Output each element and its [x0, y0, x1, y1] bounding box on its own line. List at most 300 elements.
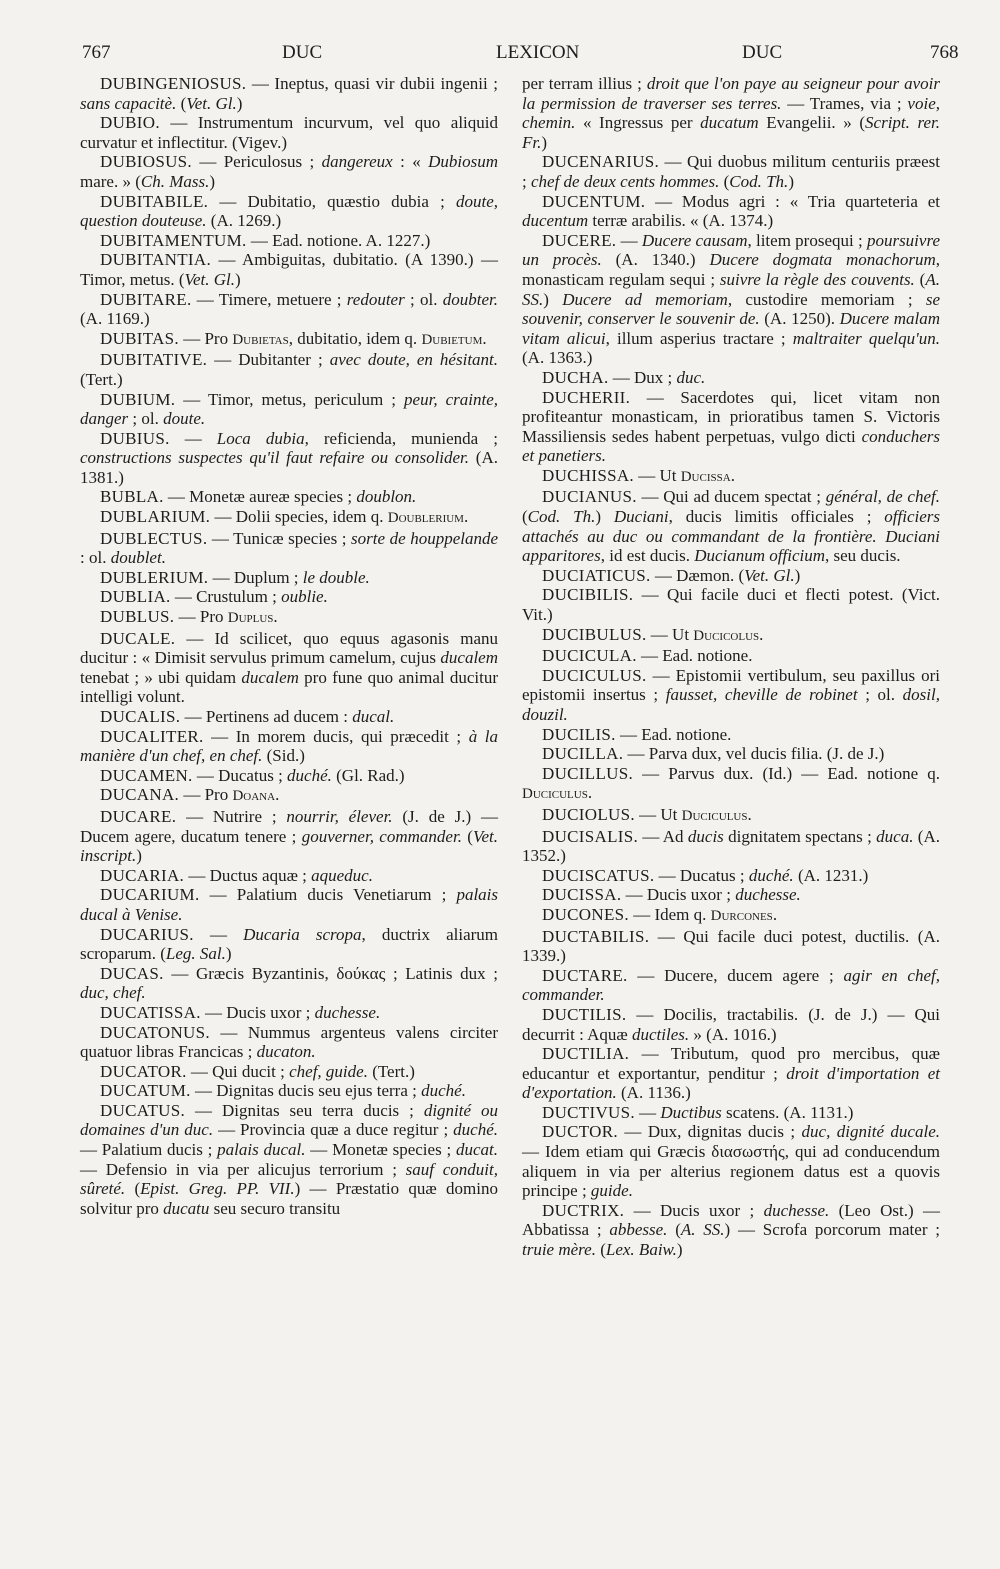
entry-text: — — [193, 924, 244, 944]
entry-gloss-italic: Ducere ad memoriam — [562, 289, 728, 309]
entry-gloss-italic: Loca dubia — [216, 428, 305, 448]
entry-headword: DUCICULA. — [542, 646, 637, 666]
left-page-number: 767 — [82, 42, 111, 63]
entry-gloss-italic: constructions suspectes qu'il faut refaire ou consolider. — [80, 448, 470, 468]
entry-text: . — [463, 507, 469, 527]
left-column — [80, 74, 498, 1218]
entry-headword: DUCONES. — [542, 904, 629, 924]
entry-gloss-italic: chef de deux cents hommes. — [530, 171, 720, 191]
dictionary-entry — [80, 231, 498, 251]
entry-text: — Qui ad ducem spectat ; — [636, 487, 826, 507]
entry-text: (Tert.) — [367, 1061, 415, 1081]
entry-gloss-italic: A. SS. — [522, 269, 940, 309]
entry-gloss-italic: agir en chef, commander. — [522, 965, 940, 1005]
dictionary-entry — [80, 1062, 498, 1082]
entry-text: — Idem etiam qui Græcis διασωστής, qui ad conducendum aliquem in via per alterius regionem datus est a quovis principe ; — [522, 1142, 940, 1201]
entry-headword: DUCALITER. — [100, 726, 204, 746]
dictionary-entry — [522, 1005, 940, 1044]
dictionary-entry — [80, 866, 498, 886]
entry-text: ( — [719, 171, 730, 191]
entry-crossref: Dubietas — [232, 331, 289, 348]
entry-headword: DUCAMEN. — [100, 765, 193, 785]
entry-headword: DUCTOR. — [542, 1122, 618, 1142]
entry-text: — Dignitas seu terra ducis ; — [185, 1100, 424, 1120]
dictionary-entry — [80, 766, 498, 786]
entry-headword: DUBINGENIOSUS. — [100, 74, 247, 93]
entry-gloss-italic: dangereux — [321, 152, 393, 172]
entry-text: (A. 1136.) — [616, 1083, 691, 1103]
entry-text: . — [747, 804, 752, 824]
dictionary-entry — [522, 744, 940, 764]
dictionary-entry — [80, 329, 498, 351]
entry-text: ) — [794, 565, 801, 585]
dictionary-entry — [80, 568, 498, 588]
dictionary-entry — [80, 1081, 498, 1101]
entry-text: , ductrix aliarum scroparum. ( — [80, 924, 499, 964]
dictionary-entry — [80, 74, 498, 113]
dictionary-entry — [522, 966, 940, 1005]
entry-text: ) — Præstatio quæ domino solvitur pro — [80, 1179, 498, 1218]
entry-text: per terram illius ; — [522, 74, 647, 93]
entry-gloss-italic: duc. — [676, 367, 706, 387]
dictionary-entry — [522, 487, 940, 565]
dictionary-entry — [80, 507, 498, 529]
entry-gloss-italic: aqueduc. — [311, 865, 373, 885]
dictionary-entry — [80, 727, 498, 766]
dictionary-entry — [522, 725, 940, 745]
entry-text: . — [273, 607, 278, 627]
dictionary-entry — [522, 927, 940, 966]
entry-headword: DUCHISSA. — [542, 465, 634, 485]
entry-gloss-italic: abbesse. — [609, 1220, 668, 1240]
entry-headword: DUBIUM. — [100, 389, 176, 409]
entry-headword: DUCTARE. — [542, 965, 628, 985]
entry-text: — Tunicæ species ; — [207, 528, 352, 548]
dictionary-entry — [522, 585, 940, 624]
entry-text: — Ineptus, quasi vir dubii ingenii ; — [246, 74, 498, 93]
entry-headword: DUCILLA. — [542, 744, 624, 764]
entry-gloss-italic: duchesse. — [763, 1200, 830, 1220]
entry-headword: DUCENARIUS. — [542, 152, 660, 172]
entry-text: (A. 1250). — [759, 309, 840, 329]
entry-text: — In morem ducis, qui præcedit ; — [203, 726, 469, 746]
entry-headword: DUCTILIA. — [542, 1044, 630, 1064]
dictionary-entry — [80, 629, 498, 707]
entry-text: — Nutrire ; — [176, 806, 287, 826]
entry-headword: DUCTABILIS. — [542, 926, 650, 946]
entry-gloss-italic: à la manière d'un chef, en chef. — [80, 726, 498, 766]
entry-text: — Epistomii vertibulum, seu paxillus ori epistomii insertus ; — [522, 665, 940, 705]
entry-text: — Instrumentum incurvum, vel quo aliquid curvatur et inflectitur. (Vigev.) — [80, 113, 498, 152]
center-title: LEXICON — [496, 42, 580, 63]
entry-text: — Trames, via ; — [781, 93, 908, 113]
entry-text: ) — [236, 93, 243, 113]
entry-text: ) — [541, 132, 548, 152]
entry-text: , seu ducis. — [825, 546, 901, 566]
entry-text: — Qui facile duci potest, ductilis. (A. 1339.) — [522, 926, 940, 966]
entry-gloss-italic: Duciani — [613, 507, 669, 527]
entry-headword: DUBLUS. — [100, 607, 175, 627]
entry-gloss-italic: duchesse. — [314, 1002, 381, 1022]
dictionary-entry — [80, 1023, 498, 1062]
entry-text: . — [759, 624, 764, 644]
entry-gloss-italic: Vet. Gl. — [184, 269, 236, 289]
entry-text: — Dux, dignitas ducis ; — [617, 1122, 802, 1142]
entry-headword: DUCALE. — [100, 628, 176, 648]
dictionary-entry — [522, 152, 940, 191]
entry-text: — Palatium ducis Venetiarum ; — [199, 885, 457, 905]
dictionary-entry — [80, 350, 498, 389]
entry-gloss-italic: ducatum — [700, 113, 759, 133]
entry-text: (A. 1340.) — [601, 250, 710, 270]
entry-headword: DUCAS. — [100, 963, 164, 983]
entry-text: — Id scilicet, quo equus agasonis manu ducitur : « Dimisit servulus primum camelum, cujus — [80, 628, 498, 668]
entry-gloss-italic: fausset, cheville de robinet — [665, 685, 858, 705]
entry-headword: DUBLIA. — [100, 587, 171, 607]
entry-crossref: Durcones — [710, 907, 773, 924]
entry-text: — Ambiguitas, dubitatio. (A 1390.) — Timor, metus. ( — [80, 250, 498, 289]
entry-text: — Parva dux, vel ducis filia. (J. de J.) — [623, 744, 885, 764]
entry-gloss-italic: Vet. Gl. — [744, 565, 795, 585]
entry-text: (A. 1363.) — [522, 348, 593, 368]
dictionary-entry — [80, 707, 498, 727]
entry-text: — Ead. notione. A. 1227.) — [246, 230, 431, 250]
dictionary-entry — [522, 805, 940, 827]
entry-text: — Ead. notione. — [615, 724, 732, 744]
entry-gloss-italic: officiers attachés au duc ou commandant de la frontière. — [522, 507, 941, 546]
entry-gloss-italic: doute. — [163, 409, 206, 429]
entry-gloss-italic: sans capacitè. — [80, 93, 177, 113]
dictionary-entry — [522, 1103, 940, 1123]
dictionary-entry — [80, 152, 498, 191]
dictionary-entry — [522, 866, 940, 886]
entry-gloss-italic: duc, chef. — [80, 983, 146, 1003]
entry-text: ( — [125, 1179, 141, 1199]
entry-text: — Ad — [638, 826, 688, 846]
entry-gloss-italic: duca. — [876, 826, 914, 846]
entry-gloss-italic: conduchers et panetiers. — [522, 426, 940, 466]
entry-text: — Ducere, ducem agere ; — [627, 965, 844, 985]
entry-gloss-italic: Script. rer. Fr. — [522, 113, 940, 152]
entry-text: — Ducatus ; — [192, 765, 288, 785]
entry-headword: DUCALIS. — [100, 707, 181, 726]
entry-text: ( — [667, 1220, 681, 1240]
dictionary-entry — [80, 925, 498, 964]
entry-headword: DUCILIS. — [542, 724, 616, 744]
entry-gloss-italic: le double. — [302, 567, 370, 587]
entry-text: , monasticam regulam sequi ; — [522, 250, 940, 289]
entry-headword: DUCTILIS. — [542, 1004, 627, 1024]
right-column — [522, 74, 940, 1260]
entry-headword: DUBIOSUS. — [100, 152, 192, 172]
entry-gloss-italic: Cod. Th. — [527, 507, 596, 527]
entry-gloss-italic: Lex. Baiw. — [605, 1240, 677, 1260]
entry-text: — Ut — [634, 804, 682, 824]
entry-text: — Docilis, tractabilis. (J. de J.) — Qui decurrit : Aquæ — [522, 1004, 940, 1044]
entry-text: — Tributum, quod pro mercibus, quæ educantur et exportantur, penditur ; — [522, 1044, 940, 1083]
entry-headword: DUBITABILE. — [100, 191, 209, 211]
entry-headword: DUCATOR. — [100, 1061, 187, 1081]
entry-gloss-italic: Vet. Gl. — [186, 93, 237, 113]
entry-text: » (A. 1016.) — [689, 1024, 777, 1044]
entry-gloss-italic: Vet. inscript. — [80, 826, 498, 866]
entry-text: ) — [676, 1240, 683, 1260]
dictionary-entry — [522, 74, 940, 152]
entry-gloss-italic: ducat. — [455, 1140, 498, 1160]
entry-headword: DUCHA. — [542, 367, 609, 387]
entry-gloss-italic: Ducere dogmata monachorum — [709, 250, 936, 270]
entry-gloss-italic: ducentum — [522, 211, 589, 231]
entry-text: — Palatium ducis ; — [80, 1140, 218, 1160]
entry-text: , dubitatio, idem q. — [288, 328, 422, 348]
dictionary-entry — [80, 429, 498, 488]
entry-gloss-italic: poursuivre un procès. — [522, 230, 940, 270]
entry-headword: DUBLERIUM. — [100, 567, 209, 587]
dictionary-entry — [522, 666, 940, 725]
entry-text: ( — [595, 1240, 606, 1260]
entry-text: dignitatem spectans ; — [723, 826, 877, 846]
entry-text: — Qui ducit ; — [186, 1061, 290, 1081]
entry-gloss-italic: voie, chemin. — [522, 93, 940, 133]
entry-headword: DUCATUS. — [100, 1100, 186, 1120]
entry-headword: DUCISCATUS. — [542, 865, 655, 885]
entry-text: — Ducis uxor ; — [621, 885, 736, 905]
entry-text: ; ol. — [404, 289, 443, 309]
entry-gloss-italic: duchesse. — [735, 885, 801, 905]
dictionary-entry — [80, 250, 498, 289]
entry-text: ( — [176, 93, 187, 113]
entry-gloss-italic: dignité ou domaines d'un duc. — [80, 1100, 499, 1140]
right-page-number: 768 — [930, 42, 959, 63]
entry-gloss-italic: ducal. — [352, 707, 395, 726]
entry-headword: DUCIBULUS. — [542, 624, 647, 644]
entry-headword: DUBITAMENTUM. — [100, 230, 247, 250]
entry-headword: DUCERE. — [542, 230, 617, 250]
entry-gloss-italic: sorte de houppelande — [351, 528, 499, 548]
entry-gloss-italic: Epist. Greg. PP. VII. — [140, 1179, 295, 1199]
entry-text: Evangelii. » ( — [758, 113, 866, 133]
entry-headword: DUCICULUS. — [542, 665, 647, 685]
entry-crossref: Dubietum — [421, 331, 483, 348]
entry-gloss-italic: duché. — [287, 765, 332, 785]
left-running-head: DUC — [282, 42, 323, 63]
entry-gloss-italic: doublet. — [110, 548, 166, 568]
dictionary-entry — [80, 192, 498, 231]
entry-text: terræ arabilis. « (A. 1374.) — [588, 211, 774, 231]
entry-gloss-italic: duché. — [453, 1120, 498, 1140]
entry-gloss-italic: doublon. — [356, 487, 417, 507]
entry-text: — Ut — [646, 624, 694, 644]
entry-text: — Timere, metuere ; — [191, 289, 347, 309]
entry-text: (A. 1269.) — [206, 211, 282, 231]
entry-gloss-italic: suivre la règle des couvents. — [719, 269, 915, 289]
entry-headword: DUCATISSA. — [100, 1002, 201, 1022]
entry-text: (Gl. Rad.) — [331, 765, 405, 785]
entry-headword: DUBLECTUS. — [100, 528, 208, 548]
entry-headword: DUCIATICUS. — [542, 565, 651, 585]
dictionary-entry — [522, 905, 940, 927]
entry-gloss-italic: général, de chef. — [825, 487, 940, 507]
entry-text: — Periculosus ; — [191, 152, 322, 172]
entry-text: ) — [543, 289, 563, 309]
entry-headword: DUCTRIX. — [542, 1200, 625, 1220]
entry-text: . — [730, 465, 735, 485]
entry-gloss-italic: Ducere causam — [641, 230, 748, 250]
dictionary-entry — [522, 192, 940, 231]
dictionary-entry — [522, 466, 940, 488]
entry-text: — Ducatus ; — [654, 865, 749, 885]
entry-gloss-italic: ductiles. — [632, 1024, 690, 1044]
entry-crossref: Ducicolus — [693, 627, 760, 644]
entry-gloss-italic: nourrir, élever. — [286, 806, 393, 826]
entry-text: seu securo transitu — [209, 1198, 341, 1218]
entry-gloss-italic: se souvenir, conserver le souvenir de. — [522, 289, 940, 329]
entry-text: ) — [595, 507, 614, 527]
entry-headword: DUCISSA. — [542, 885, 622, 905]
entry-gloss-italic: sauf conduit, sûreté. — [80, 1159, 498, 1199]
entry-text: ) — [225, 944, 232, 964]
dictionary-entry — [80, 807, 498, 866]
entry-text: — Crustulum ; — [170, 587, 282, 607]
entry-gloss-italic: Cod. Th. — [729, 171, 789, 191]
entry-text: . — [587, 783, 593, 803]
dictionary-entry — [522, 827, 940, 866]
entry-headword: DUCTIVUS. — [542, 1102, 635, 1122]
entry-gloss-italic: ducaton. — [256, 1042, 316, 1062]
entry-headword: DUCANA. — [100, 785, 180, 805]
entry-headword: DUCARIA. — [100, 865, 185, 885]
entry-gloss-italic: duc, dignité ducale. — [801, 1122, 940, 1142]
entry-text: tenebat ; » ubi quidam — [80, 667, 242, 687]
entry-text: : « — [392, 152, 429, 172]
dictionary-entry — [80, 390, 498, 429]
entry-gloss-italic: droit que l'on paye au seigneur pour avoir la permission de traverser ses terres. — [522, 74, 940, 113]
entry-text: — Ducis uxor ; — [200, 1002, 315, 1022]
entry-gloss-italic: dosil, douzil. — [522, 685, 940, 724]
entry-headword: DUBLARIUM. — [100, 507, 211, 527]
entry-text: ( — [522, 507, 528, 527]
dictionary-entry — [80, 290, 498, 329]
entry-gloss-italic: Leg. Sal. — [165, 944, 226, 964]
entry-text: ( — [914, 269, 926, 289]
entry-text: « Ingressus per — [575, 113, 701, 133]
entry-gloss-italic: maltraiter quelqu'un. — [792, 328, 940, 348]
entry-text: ; ol. — [128, 409, 164, 429]
entry-text: — Idem q. — [628, 904, 711, 924]
entry-headword: DUCATUM. — [100, 1081, 191, 1101]
entry-gloss-italic: Ducianum officium — [694, 546, 826, 566]
entry-headword: DUCARIUS. — [100, 924, 194, 944]
entry-text: ) — [235, 269, 241, 289]
entry-gloss-italic: gouverner, commander. — [301, 826, 462, 846]
entry-crossref: Duciculus — [522, 786, 588, 803]
entry-gloss-italic: guide. — [590, 1181, 633, 1201]
entry-text: , litem prosequi ; — [747, 230, 867, 250]
entry-text: — Qui facile duci et flecti potest. (Vict. Vit.) — [522, 585, 940, 625]
entry-text: ; ol. — [857, 685, 903, 705]
entry-text: , illum asperius tractare ; — [605, 328, 793, 348]
entry-gloss-italic: ducalem — [440, 648, 498, 668]
entry-gloss-italic: duché. — [421, 1081, 466, 1101]
entry-text: ) — [136, 846, 142, 866]
running-header — [0, 42, 1000, 72]
entry-text: ) — [788, 171, 794, 191]
dictionary-entry — [522, 1044, 940, 1103]
dictionary-entry — [80, 529, 498, 568]
entry-text: (Tert.) — [80, 369, 123, 389]
entry-headword: BUBLA. — [100, 487, 164, 507]
entry-gloss-italic: palais ducal. — [217, 1140, 306, 1160]
entry-text: . — [772, 904, 778, 924]
entry-text: (A. 1381.) — [80, 448, 498, 487]
dictionary-entry — [80, 785, 498, 807]
entry-text: — Pertinens ad ducem : — [180, 707, 353, 726]
dictionary-entry — [522, 388, 940, 466]
entry-crossref: Doublerium — [387, 510, 464, 527]
entry-text: — Pro — [174, 607, 228, 627]
dictionary-entry — [522, 368, 940, 388]
entry-crossref: Duplus — [227, 610, 274, 627]
dictionary-entry — [522, 566, 940, 586]
entry-text: — Sacerdotes qui, licet vitam non profiteantur monasticam, in prioratibus tamen S. Victoris Massiliensis sedes habent perpetuas, vulgo dicti — [522, 387, 940, 446]
dictionary-entry — [522, 646, 940, 666]
entry-text: , custodire memoriam ; — [727, 289, 926, 309]
entry-gloss-italic: ducis — [687, 826, 724, 846]
entry-crossref: Doana — [232, 788, 276, 805]
entry-gloss-italic: doute, question douteuse. — [80, 191, 498, 231]
entry-text: — Qui duobus militum centuriis præest ; — [522, 152, 940, 191]
entry-headword: DUCARIUM. — [100, 885, 200, 905]
entry-text: — Pro — [178, 328, 233, 348]
dictionary-entry — [522, 231, 940, 368]
entry-crossref: Duciculus — [681, 807, 748, 824]
entry-gloss-italic: Dubiosum — [428, 152, 499, 172]
entry-text: — — [634, 1102, 661, 1122]
dictionary-entry — [80, 885, 498, 924]
entry-text: ) — Scrofa porcorum mater ; — [724, 1220, 940, 1240]
entry-text: (A. 1169.) — [80, 309, 150, 329]
entry-headword: DUCIANUS. — [542, 487, 637, 507]
entry-text: , reficienda, munienda ; — [304, 428, 498, 448]
right-running-head: DUC — [742, 42, 783, 63]
entry-text: (Sid.) — [262, 746, 305, 766]
entry-text: (J. de J.) — Ducem agere, ducatum tenere ; — [80, 806, 498, 846]
entry-text: — Dolii species, idem q. — [210, 507, 388, 527]
entry-text: — Nummus argenteus valens circiter quatuor libras Francicas ; — [80, 1022, 498, 1062]
entry-headword: DUBITAS. — [100, 328, 179, 348]
entry-gloss-italic: avec doute, en hésitant. — [329, 350, 499, 370]
dictionary-entry — [80, 587, 498, 607]
entry-gloss-italic: peur, crainte, danger — [80, 389, 498, 429]
entry-gloss-italic: oublie. — [281, 587, 328, 607]
dictionary-entry — [80, 113, 498, 152]
entry-gloss-italic: redouter — [346, 289, 405, 309]
dictionary-entry — [522, 1201, 940, 1260]
entry-headword: DUBITANTIA. — [100, 250, 212, 270]
entry-gloss-italic: ducalem — [241, 667, 299, 687]
entry-gloss-italic: droit d'importation et d'exportation. — [522, 1063, 941, 1103]
entry-headword: DUCISALIS. — [542, 826, 639, 846]
entry-text: ) — [209, 171, 216, 191]
entry-gloss-italic: Duciani apparitores — [522, 526, 940, 566]
entry-text: — Provincia quæ a duce regitur ; — [213, 1120, 454, 1140]
entry-gloss-italic: ducatu — [163, 1198, 210, 1218]
entry-gloss-italic: chef, guide. — [289, 1061, 368, 1081]
entry-text: — Parvus dux. (Id.) — Ead. notione q. — [633, 763, 940, 783]
entry-text: , ducis limitis officiales ; — [668, 507, 885, 527]
entry-text: . — [482, 328, 487, 348]
entry-headword: DUCATONUS. — [100, 1022, 210, 1042]
